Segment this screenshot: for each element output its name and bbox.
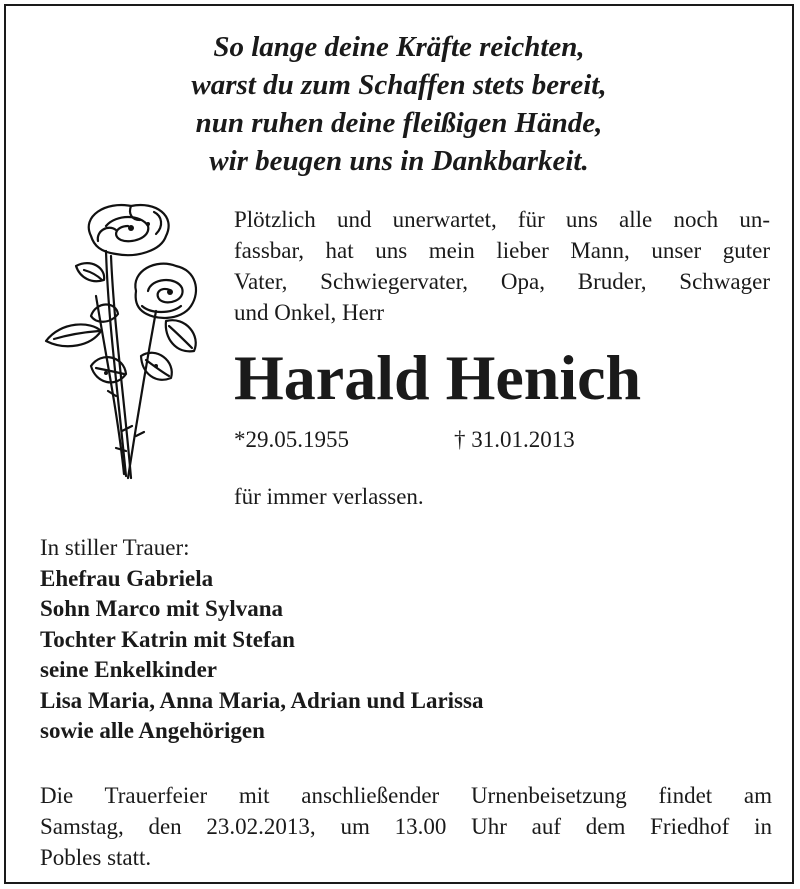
death-date: † 31.01.2013 bbox=[454, 427, 575, 452]
service-line: Die Trauerfeier mit anschließender Urnenbeisetzung findet am bbox=[40, 783, 772, 808]
memorial-poem bbox=[6, 28, 792, 180]
deceased-name: Harald Henich bbox=[234, 342, 642, 413]
poem-line: warst du zum Schaffen stets bereit, bbox=[191, 69, 607, 101]
service-line: Pobles statt. bbox=[40, 845, 152, 870]
intro-text bbox=[234, 204, 770, 328]
intro-line: Plötzlich und unerwartet, für uns alle noch un- bbox=[234, 207, 770, 232]
mourner-name: Lisa Maria, Anna Maria, Adrian und Larissa bbox=[40, 687, 484, 713]
mourner-name: Sohn Marco mit Sylvana bbox=[40, 596, 284, 621]
mourner-name: seine Enkelkinder bbox=[40, 657, 218, 682]
poem-line: So lange deine Kräfte reichten, bbox=[213, 31, 585, 63]
birth-date: *29.05.1955 bbox=[234, 427, 349, 452]
poem-line: wir beugen uns in Dankbarkeit. bbox=[209, 145, 589, 177]
intro-line: Vater, Schwiegervater, Opa, Bruder, Schwager bbox=[234, 269, 770, 294]
closing-text: für immer verlassen. bbox=[234, 484, 424, 509]
mourner-name: sowie alle Angehörigen bbox=[40, 718, 265, 743]
mourners-heading: In stiller Trauer: bbox=[40, 535, 190, 560]
life-dates bbox=[234, 425, 575, 455]
intro-line: und Onkel, Herr bbox=[234, 300, 385, 325]
poem-line: nun ruhen deine fleißigen Hände, bbox=[195, 107, 603, 139]
obituary-notice bbox=[4, 4, 794, 884]
mourners-list bbox=[40, 533, 483, 747]
mourner-name: Tochter Katrin mit Stefan bbox=[40, 626, 295, 652]
mourner-name: Ehefrau Gabriela bbox=[40, 565, 214, 591]
service-line: Samstag, den 23.02.2013, um 13.00 Uhr auf dem Friedhof in bbox=[40, 814, 772, 839]
rose-icon bbox=[36, 196, 206, 496]
funeral-service-info bbox=[40, 780, 772, 873]
intro-line: fassbar, hat uns mein lieber Mann, unser guter bbox=[234, 238, 770, 263]
